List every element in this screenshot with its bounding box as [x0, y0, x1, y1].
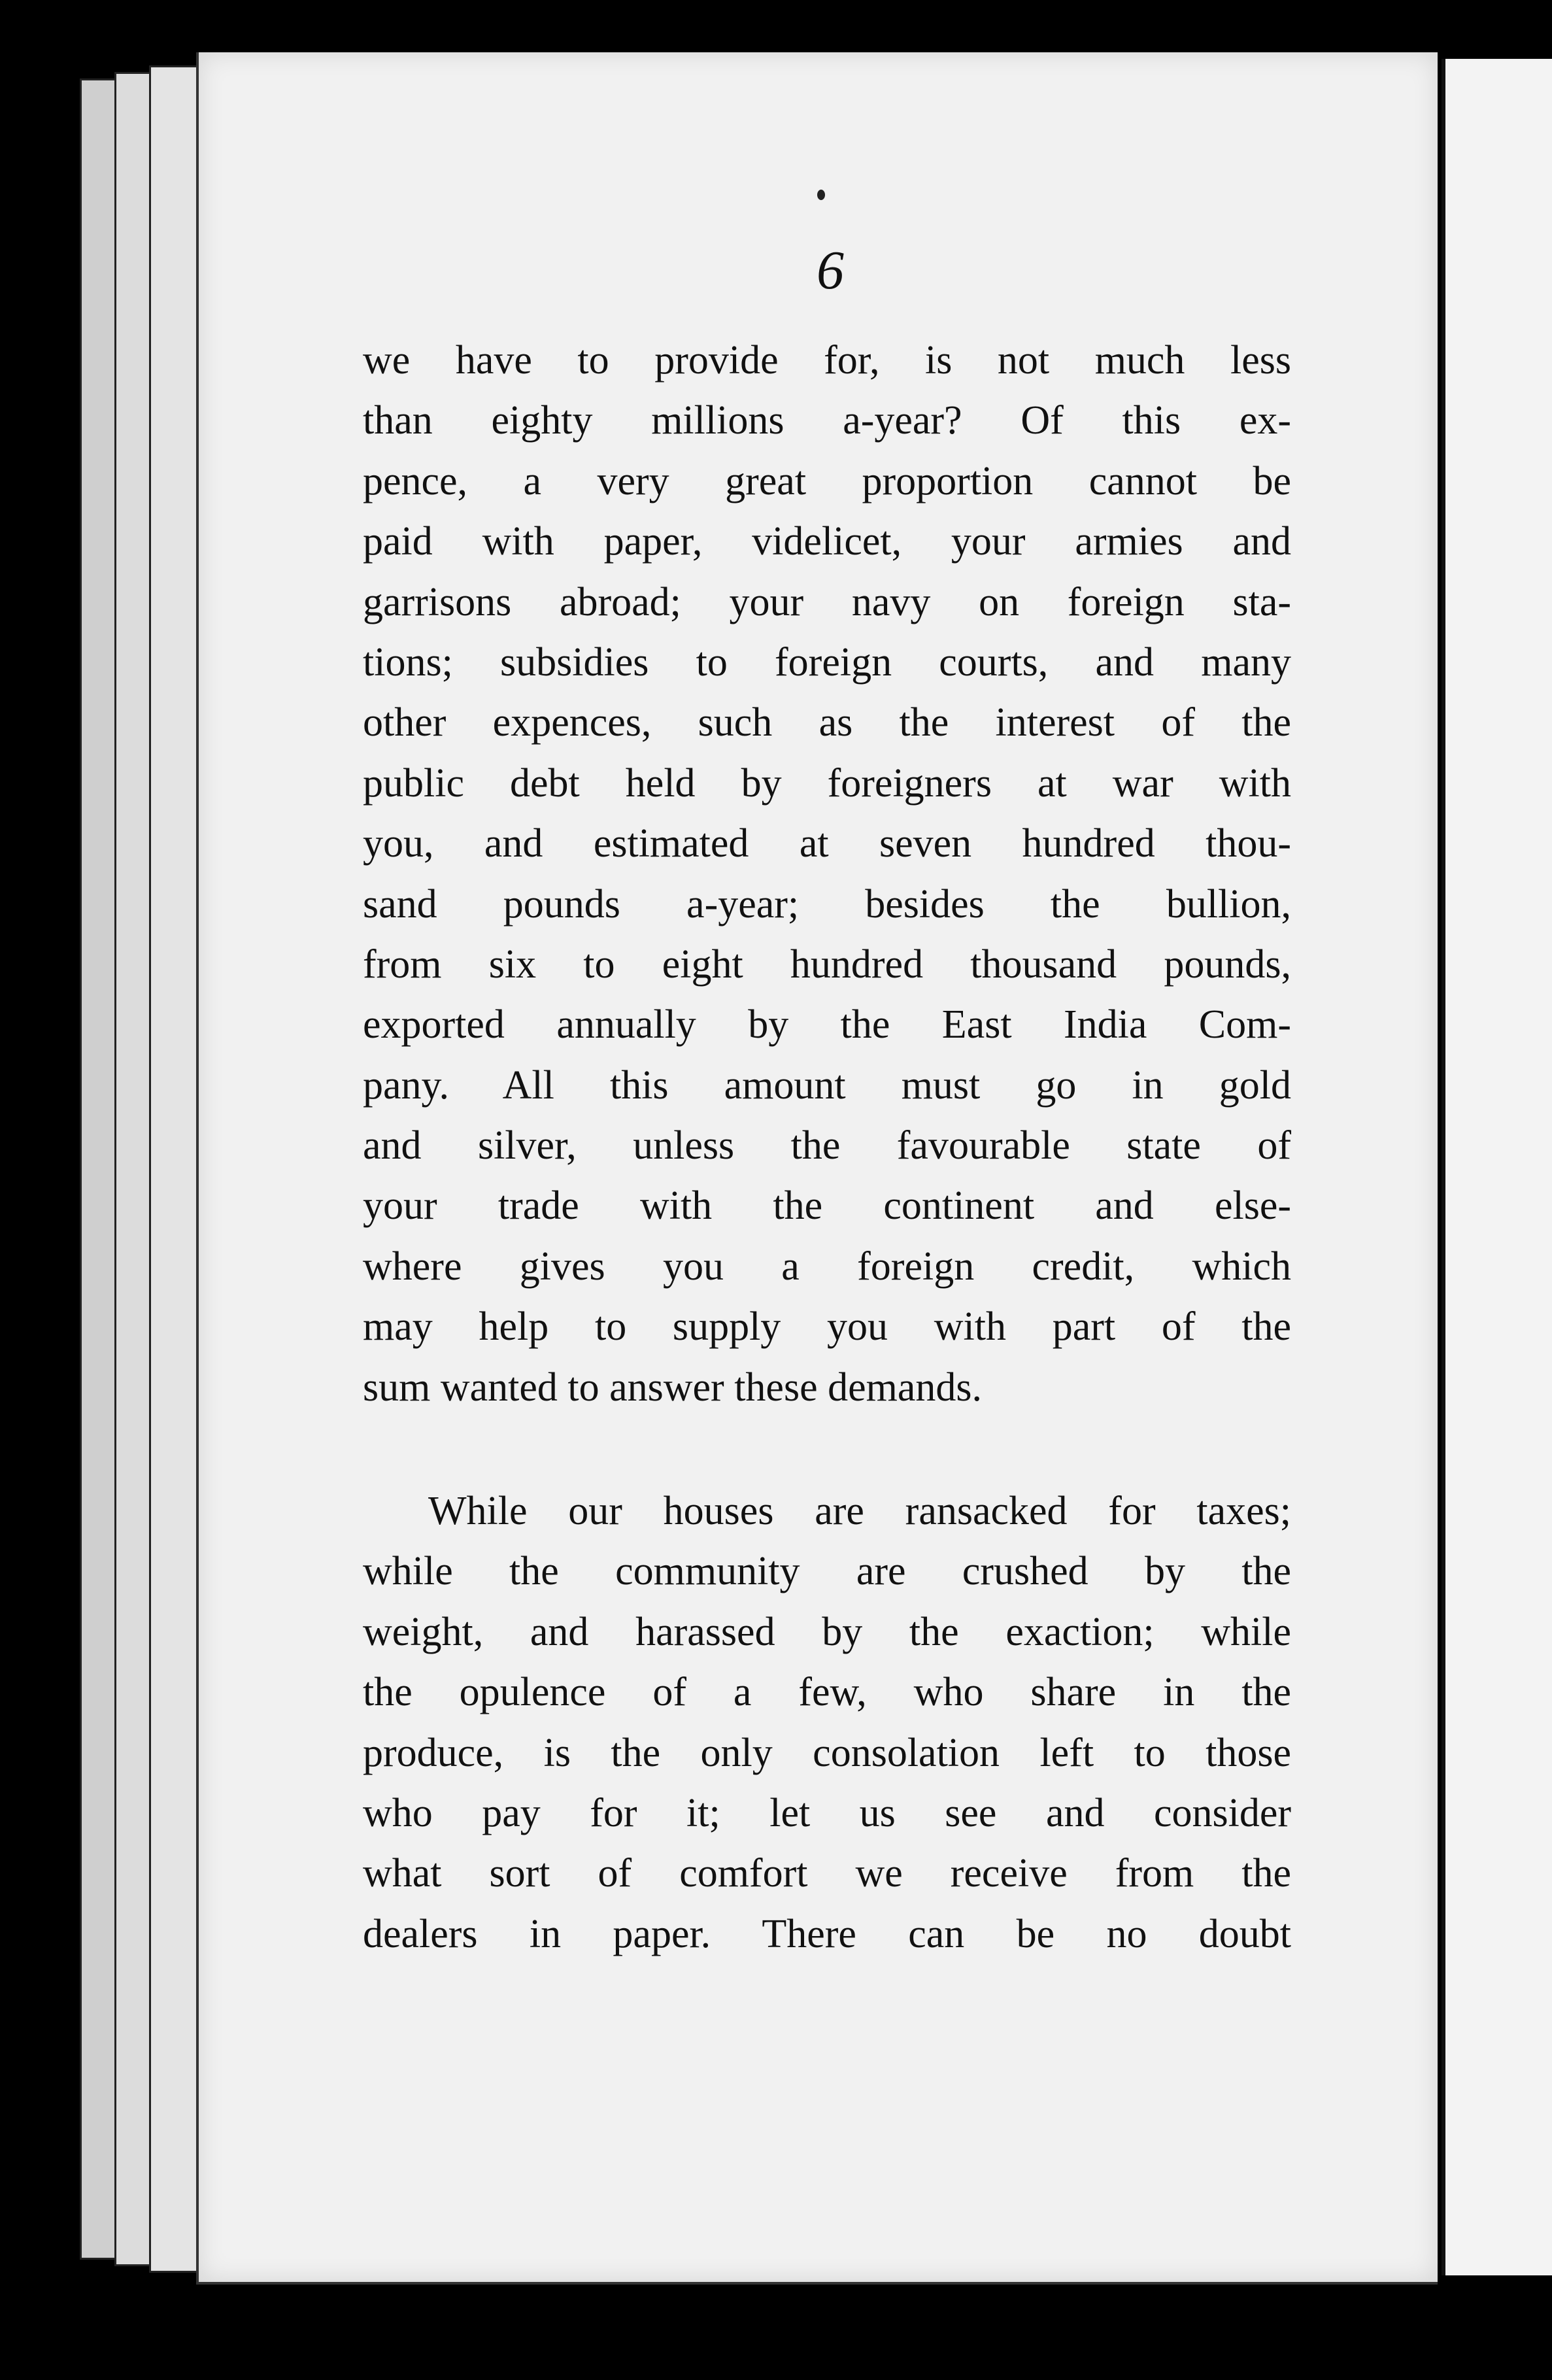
- text-line: other expences, such as the interest of the: [363, 700, 1291, 745]
- text-line: you, and estimated at seven hundred thou-: [363, 821, 1291, 866]
- text-line: from six to eight hundred thousand pounds,: [363, 942, 1291, 987]
- text-line: garrisons abroad; your navy on foreign sta-: [363, 579, 1291, 624]
- facing-page-edge: [1442, 59, 1552, 2275]
- text-line: exported annually by the East India Com-: [363, 1002, 1291, 1047]
- page-edge-leaf: [149, 65, 199, 2273]
- text-line: produce, is the only consolation left to those: [363, 1730, 1291, 1775]
- text-line: what sort of comfort we receive from the: [363, 1851, 1291, 1896]
- text-line: pany. All this amount must go in gold: [363, 1062, 1291, 1108]
- text-line: pence, a very great proportion cannot be: [363, 458, 1291, 503]
- text-line: dealers in paper. There can be no doubt: [363, 1911, 1291, 1956]
- text-line: than eighty millions a-year? Of this ex-: [363, 398, 1291, 443]
- text-line: tions; subsidies to foreign courts, and many: [363, 639, 1291, 685]
- text-line: we have to provide for, is not much less: [363, 338, 1291, 382]
- text-line: sand pounds a-year; besides the bullion,: [363, 881, 1291, 926]
- text-line: may help to supply you with part of the: [363, 1304, 1291, 1350]
- text-line: and silver, unless the favourable state of: [363, 1123, 1291, 1168]
- text-line: While our houses are ransacked for taxes;: [428, 1489, 1291, 1533]
- text-line: public debt held by foreigners at war with: [363, 760, 1291, 806]
- text-line: sum wanted to answer these demands.: [363, 1365, 982, 1410]
- text-line: your trade with the continent and else-: [363, 1183, 1291, 1229]
- text-line: while the community are crushed by the: [363, 1549, 1291, 1594]
- page-number: 6: [817, 240, 844, 301]
- text-line: weight, and harassed by the exaction; while: [363, 1609, 1291, 1654]
- paragraph-1: [363, 330, 1291, 1418]
- text-line: where gives you a foreign credit, which: [363, 1244, 1291, 1289]
- text-line: who pay for it; let us see and consider: [363, 1790, 1291, 1835]
- text-line: paid with paper, videlicet, your armies and: [363, 519, 1291, 564]
- paragraph-2: [363, 1481, 1291, 1964]
- text-line: the opulence of a few, who share in the: [363, 1670, 1291, 1715]
- ink-speck: [817, 190, 825, 200]
